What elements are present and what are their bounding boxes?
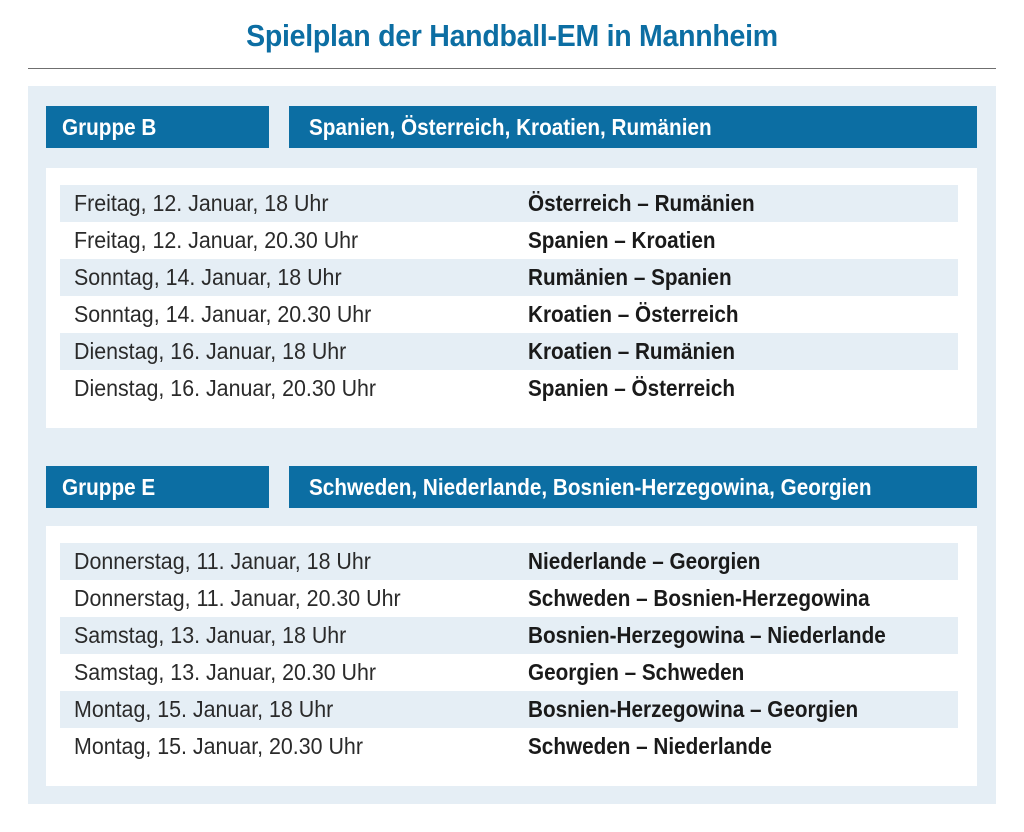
match-date: Freitag, 12. Januar, 20.30 Uhr bbox=[74, 227, 359, 253]
table-row bbox=[60, 728, 958, 765]
table-row bbox=[60, 654, 958, 691]
match-pairing: Rumänien – Spanien bbox=[528, 264, 732, 290]
match-pairing: Spanien – Kroatien bbox=[528, 227, 716, 253]
match-date: Sonntag, 14. Januar, 20.30 Uhr bbox=[74, 301, 372, 327]
match-pairing: Spanien – Österreich bbox=[528, 375, 736, 401]
title-divider bbox=[28, 68, 996, 69]
table-row bbox=[60, 259, 958, 296]
table-row bbox=[60, 580, 958, 617]
match-pairing: Georgien – Schweden bbox=[528, 659, 745, 685]
match-pairing: Bosnien-Herzegowina – Niederlande bbox=[528, 622, 886, 648]
table-row bbox=[60, 296, 958, 333]
match-pairing: Österreich – Rumänien bbox=[528, 190, 755, 216]
group-b-schedule bbox=[46, 168, 977, 428]
match-date: Dienstag, 16. Januar, 18 Uhr bbox=[74, 338, 347, 364]
table-row bbox=[60, 185, 958, 222]
match-date: Freitag, 12. Januar, 18 Uhr bbox=[74, 190, 329, 216]
match-pairing: Schweden – Niederlande bbox=[528, 733, 772, 759]
group-b-teams: Spanien, Österreich, Kroatien, Rumänien bbox=[289, 106, 977, 148]
match-date: Donnerstag, 11. Januar, 18 Uhr bbox=[74, 548, 371, 574]
group-e-teams: Schweden, Niederlande, Bosnien-Herzegowina, Georgien bbox=[289, 466, 977, 508]
match-pairing: Kroatien – Österreich bbox=[528, 301, 739, 327]
table-row bbox=[60, 691, 958, 728]
match-pairing: Niederlande – Georgien bbox=[528, 548, 761, 574]
page-title: Spielplan der Handball-EM in Mannheim bbox=[246, 18, 778, 53]
match-pairing: Schweden – Bosnien-Herzegowina bbox=[528, 585, 870, 611]
table-row bbox=[60, 370, 958, 407]
match-date: Montag, 15. Januar, 18 Uhr bbox=[74, 696, 334, 722]
table-row bbox=[60, 617, 958, 654]
match-pairing: Bosnien-Herzegowina – Georgien bbox=[528, 696, 859, 722]
match-date: Montag, 15. Januar, 20.30 Uhr bbox=[74, 733, 363, 759]
match-pairing: Kroatien – Rumänien bbox=[528, 338, 736, 364]
match-date: Samstag, 13. Januar, 18 Uhr bbox=[74, 622, 347, 648]
table-row bbox=[60, 543, 958, 580]
table-row bbox=[60, 333, 958, 370]
match-date: Donnerstag, 11. Januar, 20.30 Uhr bbox=[74, 585, 401, 611]
table-row bbox=[60, 222, 958, 259]
match-date: Dienstag, 16. Januar, 20.30 Uhr bbox=[74, 375, 377, 401]
group-b-label: Gruppe B bbox=[46, 106, 269, 148]
match-date: Samstag, 13. Januar, 20.30 Uhr bbox=[74, 659, 377, 685]
group-e-label: Gruppe E bbox=[46, 466, 269, 508]
group-e-schedule bbox=[46, 526, 977, 786]
match-date: Sonntag, 14. Januar, 18 Uhr bbox=[74, 264, 342, 290]
